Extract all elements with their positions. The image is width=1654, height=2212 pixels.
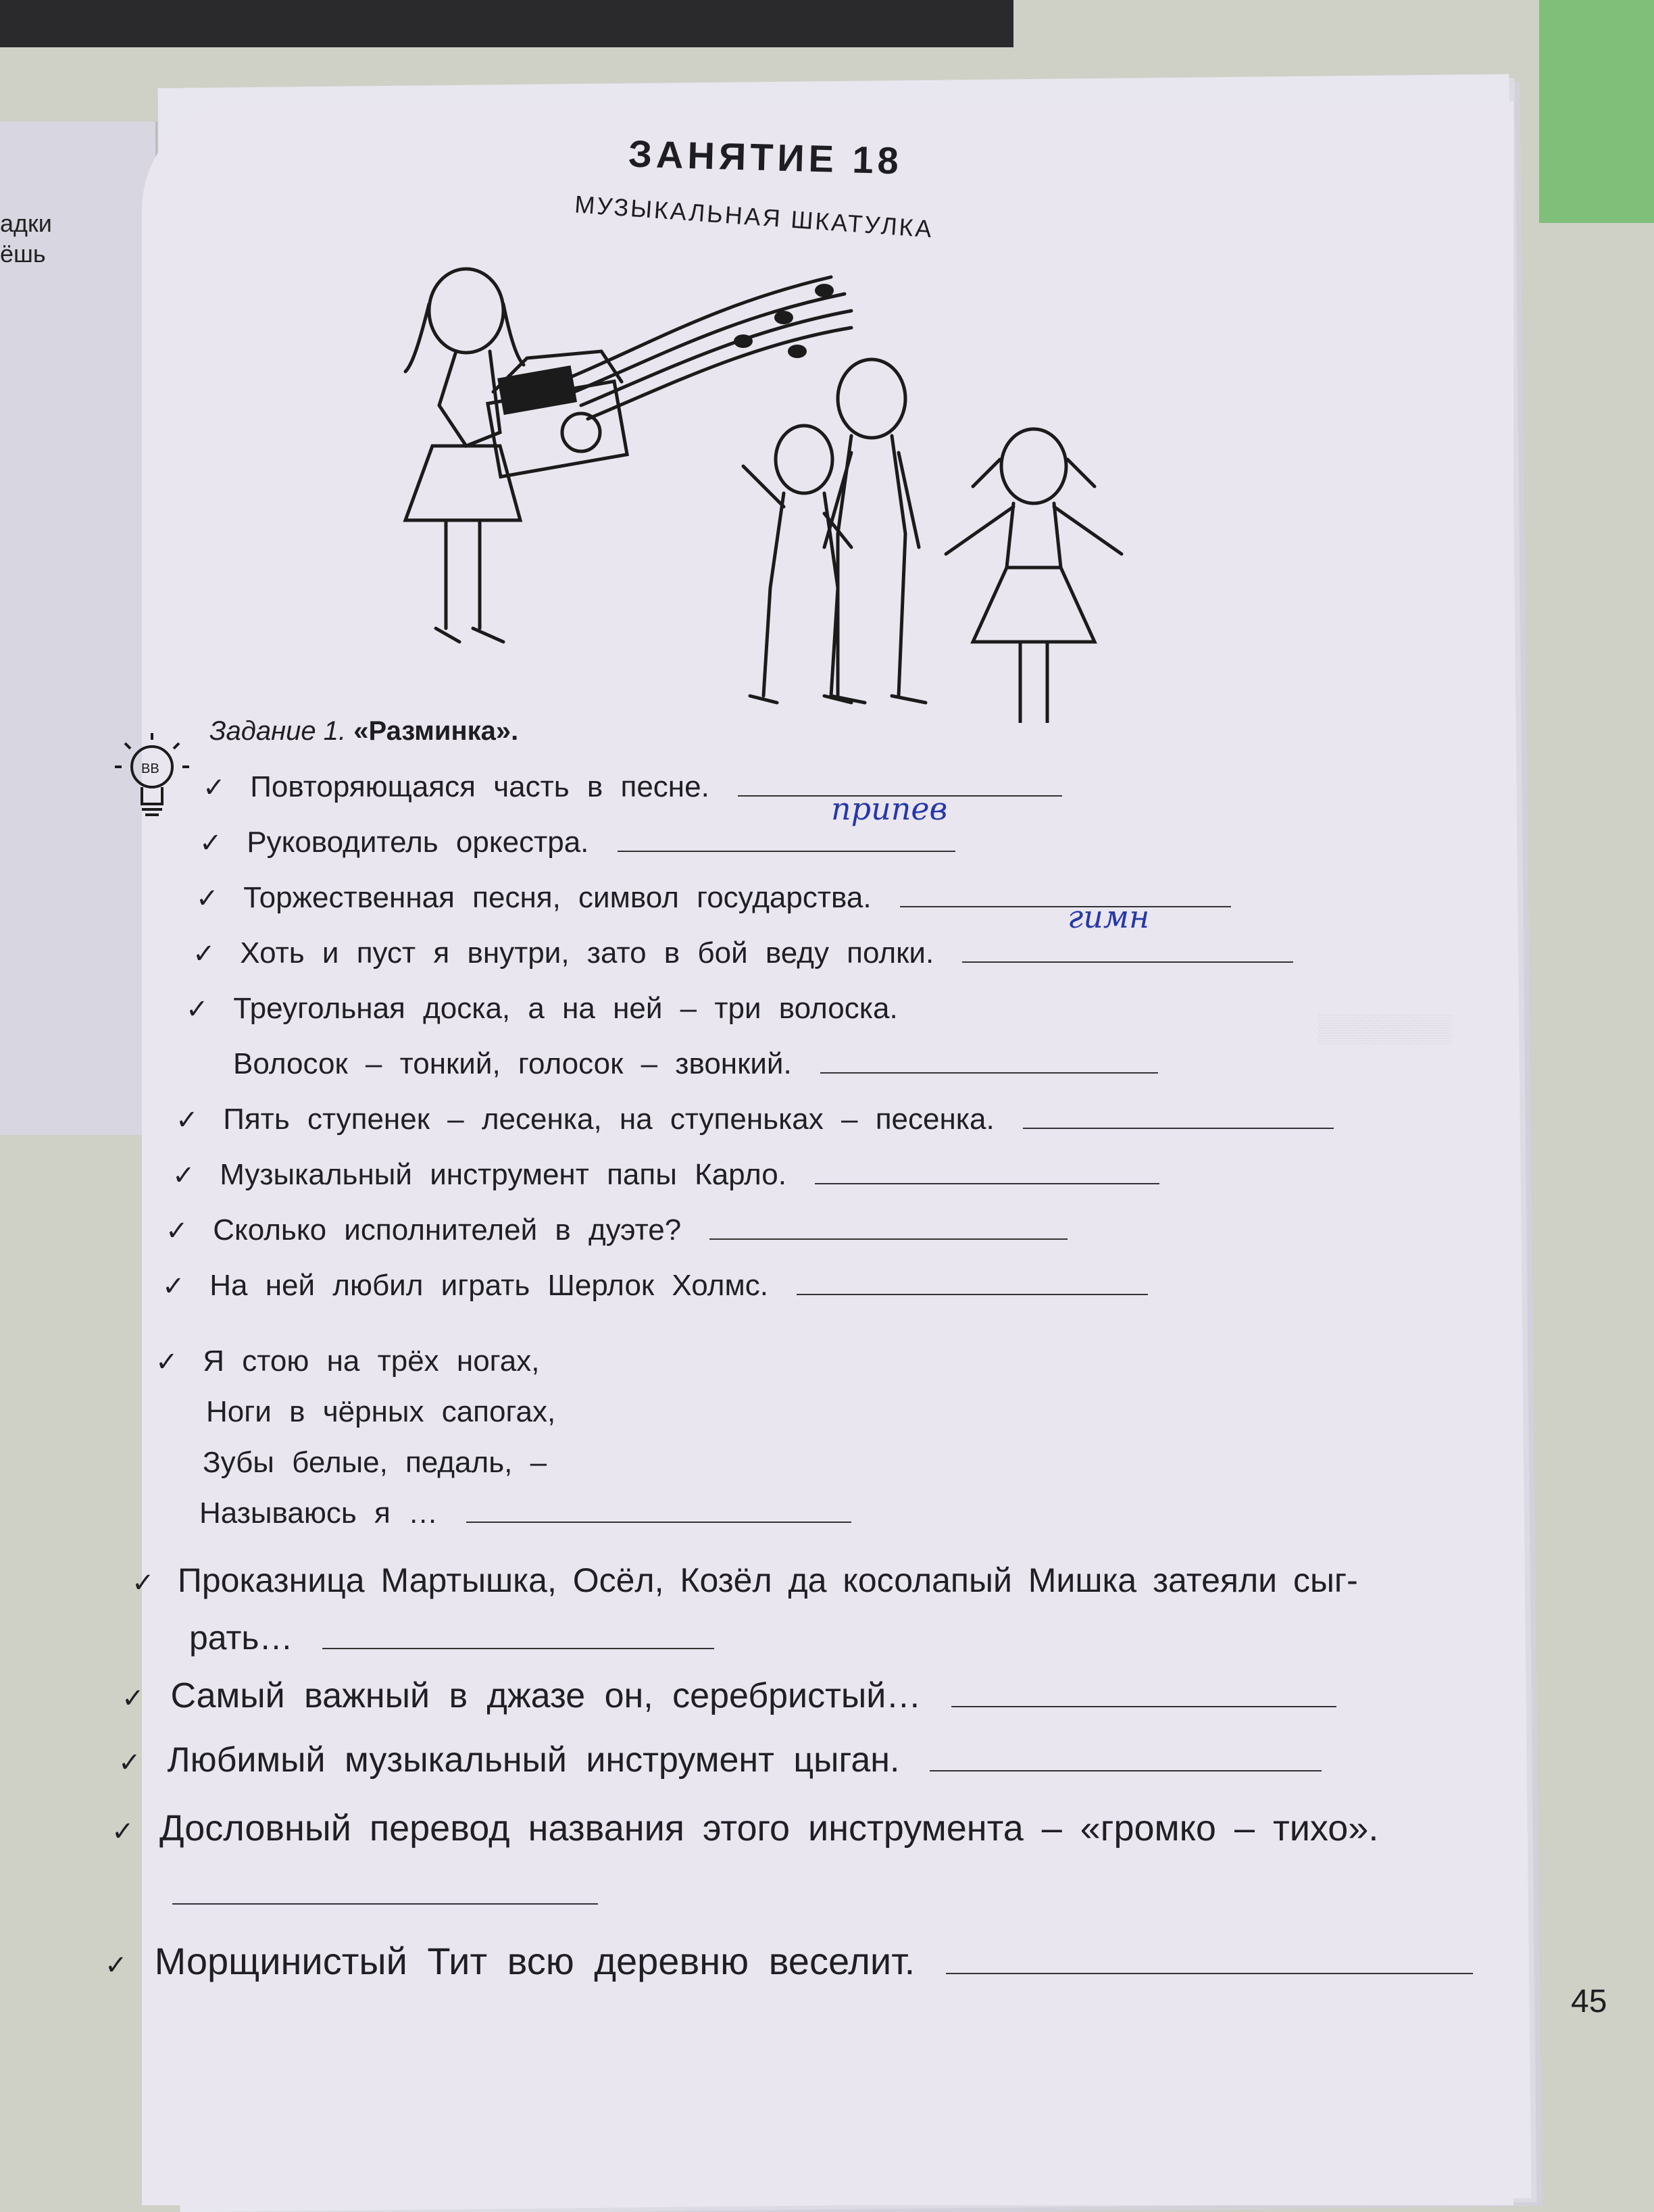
answer-line[interactable] — [618, 837, 955, 852]
checkmark: ✓ — [132, 1568, 155, 1598]
riddle-row — [172, 1878, 598, 1912]
riddle-text: Я стою на трёх ногах, — [203, 1344, 540, 1378]
riddle-text: Морщинистый Тит всю деревню веселит. — [154, 1940, 916, 1982]
checkmark: ✓ — [111, 1817, 134, 1846]
left-page-fragment: ёшь — [0, 240, 46, 268]
riddle-row — [186, 992, 898, 1026]
checkmark: ✓ — [155, 1347, 178, 1377]
riddle-text: Музыкальный инструмент папы Карло. — [220, 1158, 787, 1191]
answer-line[interactable] — [946, 1959, 1473, 1974]
checkmark: ✓ — [176, 1105, 199, 1135]
checkmark: ✓ — [105, 1951, 128, 1980]
left-page-fragment: адки — [0, 209, 52, 237]
riddle-text: Называюсь я … — [199, 1497, 438, 1530]
checkmark: ✓ — [203, 773, 226, 803]
page-number: 45 — [1571, 1984, 1607, 2019]
checkmark: ✓ — [166, 1216, 189, 1246]
task-label: Задание 1. — [209, 716, 347, 746]
riddle-row — [105, 1939, 1473, 1983]
checkmark: ✓ — [118, 1748, 141, 1778]
answer-line[interactable] — [322, 1634, 714, 1649]
riddle-text: Ноги в чёрных сапогах, — [206, 1395, 556, 1428]
riddle-row — [111, 1807, 1378, 1849]
riddle-text: Руководитель оркестра. — [247, 826, 589, 859]
riddle-text: рать… — [189, 1619, 293, 1657]
handwritten-answer: припев — [831, 790, 948, 827]
riddle-text: Повторяющаяся часть в песне. — [250, 770, 709, 803]
answer-line[interactable] — [466, 1508, 851, 1523]
task-name: «Разминка». — [353, 716, 519, 746]
riddle-row — [199, 1497, 851, 1530]
answer-line[interactable] — [815, 1170, 1159, 1184]
task-heading — [209, 716, 518, 747]
page-subtitle: МУЗЫКАЛЬНАЯ ШКАТУЛКА — [574, 190, 934, 243]
checkmark: ✓ — [199, 828, 222, 858]
checkmark: ✓ — [172, 1161, 195, 1190]
riddle-text: Дословный перевод названия этого инструмента – «громко – тихо». — [159, 1808, 1379, 1849]
answer-line[interactable] — [709, 1225, 1068, 1240]
riddle-row — [199, 826, 955, 859]
svg-text:ВВ: ВВ — [141, 761, 159, 776]
riddle-text: Сколько исполнителей в дуэте? — [213, 1213, 682, 1247]
left-page-edge — [0, 122, 157, 1135]
answer-line[interactable] — [900, 893, 1231, 907]
riddle-text: На ней любил играть Шерлок Холмс. — [209, 1269, 768, 1302]
riddle-row — [176, 1103, 1334, 1136]
checkmark: ✓ — [186, 995, 209, 1024]
riddle-row — [206, 1395, 555, 1429]
riddle-text: Пять ступенек – лесенка, на ступеньках – песенка. — [223, 1103, 995, 1136]
riddle-text: Проказница Мартышка, Осёл, Козёл да косолапый Мишка затеяли сыг- — [177, 1561, 1358, 1599]
riddle-row — [118, 1740, 1322, 1780]
riddle-text: Торжественная песня, символ государства. — [243, 881, 872, 914]
riddle-row — [122, 1676, 1336, 1716]
riddle-row — [193, 936, 1293, 970]
riddle-row — [132, 1561, 1358, 1600]
answer-line[interactable] — [820, 1059, 1158, 1074]
light-bulb-icon — [111, 730, 199, 831]
riddle-row — [162, 1269, 1148, 1303]
background-dark-edge — [0, 0, 1013, 47]
riddle-row — [172, 1158, 1159, 1192]
answer-line[interactable] — [951, 1692, 1336, 1707]
page-title: ЗАНЯТИЕ 18 — [628, 132, 903, 182]
checkmark: ✓ — [122, 1684, 145, 1713]
riddle-row — [155, 1344, 539, 1378]
riddle-text: Любимый музыкальный инструмент цыган. — [167, 1740, 900, 1780]
riddle-row — [203, 1446, 547, 1480]
answer-line[interactable] — [930, 1757, 1322, 1771]
show-through-decoration: ▒▒▒▒▒▒▒ — [1318, 1013, 1452, 1043]
music-box-illustration — [365, 263, 1176, 723]
handwritten-answer: гимн — [1068, 899, 1150, 935]
riddle-row — [166, 1213, 1068, 1247]
answer-line[interactable] — [797, 1280, 1148, 1295]
riddle-text: Самый важный в джазе он, серебристый… — [170, 1676, 922, 1715]
answer-line[interactable] — [1023, 1114, 1334, 1129]
riddle-text: Зубы белые, педаль, – — [203, 1446, 547, 1479]
riddle-text: Волосок – тонкий, голосок – звонкий. — [233, 1047, 792, 1080]
answer-line[interactable] — [962, 948, 1293, 963]
riddle-text: Треугольная доска, а на ней – три волоска. — [233, 992, 898, 1025]
checkmark: ✓ — [193, 939, 216, 969]
riddle-text: Хоть и пуст я внутри, зато в бой веду полки. — [240, 936, 934, 970]
riddle-row — [189, 1618, 714, 1657]
answer-line[interactable] — [172, 1890, 598, 1905]
checkmark: ✓ — [162, 1272, 185, 1301]
riddle-row — [233, 1047, 1158, 1081]
green-table-corner — [1539, 0, 1654, 223]
checkmark: ✓ — [196, 884, 219, 913]
